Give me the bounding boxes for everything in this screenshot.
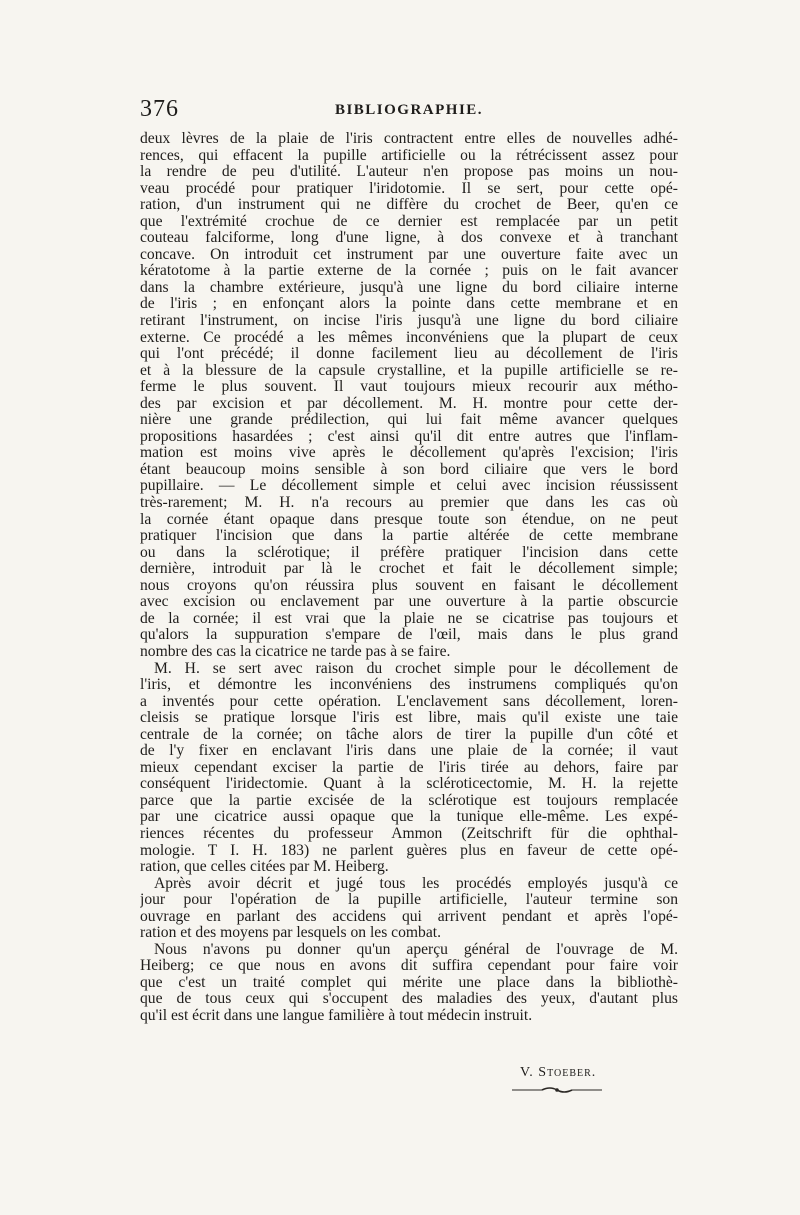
text-line: Heiberg; ce que nous en avons dit suffira cependant pour faire voir [140,958,678,975]
page-header [140,96,678,126]
text-line: Nous n'avons pu donner qu'un aperçu général de l'ouvrage de M. [154,941,678,958]
text-line: que c'est un traité complet qui mérite une place dans la bibliothè- [140,974,678,991]
text-line: riences récentes du professeur Ammon (Zeitschrift für die ophthal- [140,825,678,842]
text-line: ouvrage en parlant des accidens qui arrivent pendant et après l'opé- [140,908,678,925]
text-line: jour pour l'opération de la pupille artificielle, l'auteur termine son [140,892,678,909]
text-line: pupillaire. — Le décollement simple et celui avec incision réussissent [140,478,678,495]
text-line: a inventés pour cette opération. L'enclavement sans décollement, loren- [140,693,678,710]
text-line: ration, que celles citées par M. Heiberg. [140,859,389,876]
running-head: BIBLIOGRAPHIE. [334,102,484,118]
text-line: nière une grande prédilection, qui lui fait même avancer quelques [140,412,678,429]
text-line: pratiquer l'incision que dans la partie altérée de cette membrane [140,528,678,545]
text-line: veau procédé pour pratiquer l'iridotomie. Il se sert, pour cette opé- [140,180,678,197]
text-line: l'iris, et démontre les inconvéniens des instrumens compliqués qu'on [140,677,678,694]
text-line: par une cicatrice aussi opaque que la tunique elle-même. Les expé- [140,809,678,826]
text-line: couteau falciforme, long d'une ligne, à dos convexe et à tranchant [140,230,678,247]
text-line: que l'extrémité crochue de ce dernier est remplacée par un petit [140,213,678,230]
body-text [140,131,678,1025]
text-line: ou dans la sclérotique; il préfère pratiquer l'incision dans cette [140,544,678,561]
text-line: M. H. se sert avec raison du crochet simple pour le décollement de [154,660,678,677]
text-line: conséquent l'iridectomie. Quant à la scléroticectomie, M. H. la rejette [140,776,678,793]
text-line: cleisis se pratique lorsque l'iris est libre, mais qu'il existe une taie [140,710,678,727]
text-line: que de tous ceux qui s'occupent des maladies des yeux, d'autant plus [140,991,678,1008]
text-line: et à la blessure de la capsule crystalline, et la pupille artificielle se re- [140,362,678,379]
text-line: la cornée étant opaque dans presque toute son étendue, on ne peut [140,511,678,528]
text-line: retirant l'instrument, on incise l'iris jusqu'à une ligne du bord ciliaire [140,313,678,330]
text-line: la rendre de peu d'utilité. L'auteur n'en propose pas moins un nou- [140,164,678,181]
text-line: mation est moins vive après le décollement qu'après l'excision; l'iris [140,445,678,462]
text-line: de l'iris ; en enfonçant alors la pointe dans cette membrane et en [140,296,678,313]
text-line: mologie. T I. H. 183) ne parlent guères plus en faveur de cette opé- [140,842,678,859]
text-line: ration et des moyens par lesquels on les combat. [140,925,441,942]
text-line: propositions hasardées ; c'est ainsi qu'il dit entre autres que l'inflam- [140,428,678,445]
text-line: deux lèvres de la plaie de l'iris contractent entre elles de nouvelles adhé- [140,131,678,147]
text-line: externe. Ce procédé a les mêmes inconvéniens que la plupart de ceux [140,329,678,346]
text-line: concave. On introduit cet instrument par une ouverture faite avec un [140,246,678,263]
text-line: kératotome à la partie externe de la cornée ; puis on le fait avancer [140,263,678,280]
text-line: centrale de la cornée; on tâche alors de tirer la pupille d'un côté et [140,726,678,743]
closing-ornament [512,1086,602,1094]
text-line: ration, d'un instrument qui ne diffère du crochet de Beer, qu'en ce [140,197,678,214]
text-line: nombre des cas la cicatrice ne tarde pas à se faire. [140,643,451,660]
text-line: avec excision ou enclavement par une ouverture à la partie obscurcie [140,594,678,611]
text-line: étant beaucoup moins sensible à son bord ciliaire que vers le bord [140,461,678,478]
text-line: qui l'ont précédé; il donne facilement lieu au décollement de l'iris [140,346,678,363]
text-line: dernière, introduit par là le crochet et fait le décollement simple; [140,561,678,578]
text-line: très-rarement; M. H. n'a recours au premier que dans les cas où [140,495,678,512]
text-line: parce que la partie excisée de la sclérotique est toujours remplacée [140,792,678,809]
text-line: des par excision et par décollement. M. H. montre pour cette der- [140,395,678,412]
text-line: Après avoir décrit et jugé tous les procédés employés jusqu'à ce [154,875,678,892]
text-line: ferme le plus souvent. Il vaut toujours mieux recourir aux métho- [140,379,678,396]
text-line: qu'alors la suppuration s'empare de l'œil, mais dans le plus grand [140,627,678,644]
page-number: 376 [140,96,179,122]
text-line: nous croyons qu'on réussira plus souvent en faisant le décollement [140,577,678,594]
author-signature: V. Stoeber. [520,1065,597,1080]
text-line: qu'il est écrit dans une langue familière à tout médecin instruit. [140,1007,533,1024]
text-line: dans la chambre extérieure, jusqu'à une ligne du bord ciliaire interne [140,279,678,296]
text-line: de la cornée; il est vrai que la plaie ne se cicatrise pas toujours et [140,610,678,627]
text-line: mieux cependant exciser la partie de l'iris tirée au dehors, faire par [140,759,678,776]
text-line: rences, qui effacent la pupille artificielle ou la rétrécissent assez pour [140,147,678,164]
text-line: de l'y fixer en enclavant l'iris dans une plaie de la cornée; il vaut [140,743,678,760]
